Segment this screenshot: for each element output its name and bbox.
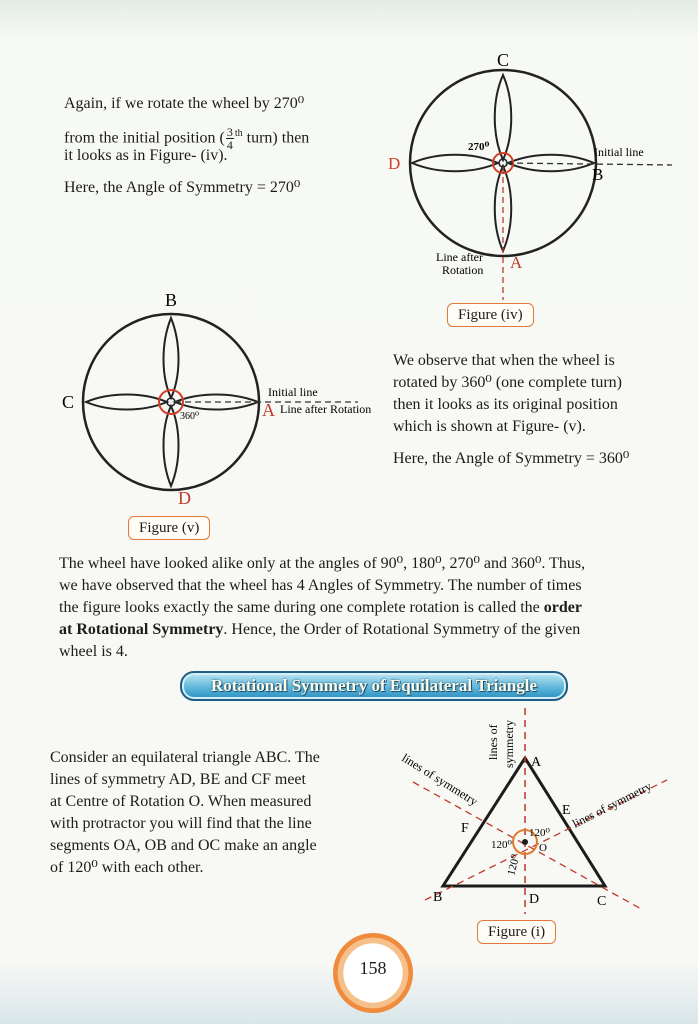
paragraph-line-3 <box>59 597 679 619</box>
top-line-4: Here, the Angle of Symmetry = 270⁰ <box>64 179 301 197</box>
figure-iv-wheel <box>380 50 680 330</box>
order-paragraph <box>59 553 679 663</box>
middle-line-5: Here, the Angle of Symmetry = 360⁰ <box>393 450 630 467</box>
label-d: D <box>178 488 191 508</box>
fraction-denominator: 4 <box>226 138 233 153</box>
wheel-rim <box>83 314 259 490</box>
page-number: 158 <box>359 958 387 978</box>
middle-line-4: which is shown at Figure- (v). <box>393 418 586 435</box>
triangle-line-6: of 120⁰ with each other. <box>50 859 204 876</box>
petal-left <box>412 155 498 172</box>
left-symmetry-label: lines of symmetry <box>399 750 481 809</box>
paragraph-line-3-text: the figure looks exactly the same during one complete rotation is called the <box>59 599 544 616</box>
label-a: A <box>510 253 523 272</box>
order-term: order <box>543 599 582 616</box>
petal-left <box>86 395 167 410</box>
middle-text-block <box>393 350 693 470</box>
right-symmetry-label: lines of symmetry <box>570 778 654 831</box>
center-o <box>522 839 528 845</box>
vertical-symmetry-label-2: symmetry <box>502 720 516 768</box>
angle-label: 270⁰ <box>468 141 490 153</box>
middle-line-3: then it looks as its original position <box>393 396 618 413</box>
triangle-text-block <box>50 747 390 879</box>
initial-line-label: Initial line <box>594 145 644 159</box>
section-title-banner: Rotational Symmetry of Equilateral Triangle <box>180 671 568 701</box>
line-after-label-2: Rotation <box>442 263 484 277</box>
middle-line-1: We observe that when the wheel is <box>393 352 615 369</box>
label-b: B <box>433 890 443 905</box>
label-b: B <box>592 165 604 184</box>
top-line-2-post: turn) then <box>242 129 310 147</box>
paragraph-line-4-text: . Hence, the Order of Rotational Symmetry of the given <box>223 621 581 638</box>
paragraph-line-2: we have observed that the wheel has 4 Angles of Symmetry. The number of times <box>59 577 582 594</box>
label-d: D <box>388 154 401 173</box>
triangle-line-4: with protractor you will find that the line <box>50 815 312 832</box>
middle-line-2: rotated by 360⁰ (one complete turn) <box>393 374 623 391</box>
label-c: C <box>597 894 607 909</box>
label-e: E <box>562 803 571 818</box>
fraction-numerator: 3 <box>226 125 233 140</box>
angle-label: 360⁰ <box>180 411 200 422</box>
figure-i-triangle <box>395 700 695 920</box>
paragraph-line-5: wheel is 4. <box>59 643 128 660</box>
label-c: C <box>497 50 510 70</box>
petal-up <box>164 318 179 398</box>
top-text-block <box>64 93 384 199</box>
angle-label-3: 120⁰ <box>505 853 523 877</box>
angle-label-1: 120⁰ <box>529 827 550 839</box>
triangle-line-3: at Centre of Rotation O. When measured <box>50 793 312 810</box>
fraction-superscript: th <box>234 128 243 139</box>
top-line-2-pre: from the initial position ( <box>64 129 225 147</box>
triangle-line-5: segments OA, OB and OC make an angle <box>50 837 317 854</box>
initial-line-label: Initial line <box>268 385 318 399</box>
label-a: A <box>531 755 542 770</box>
triangle-line-1: Consider an equilateral triangle ABC. The <box>50 749 320 766</box>
line-after-label: Line after Rotation <box>280 402 372 416</box>
petal-up <box>495 75 512 160</box>
label-d: D <box>529 892 540 907</box>
figure-v-caption: Figure (v) <box>128 516 210 540</box>
line-after-label-1: Line after <box>436 250 483 264</box>
figure-i-caption: Figure (i) <box>477 920 556 944</box>
label-f: F <box>461 821 469 836</box>
triangle-line-2: lines of symmetry AD, BE and CF meet <box>50 771 306 788</box>
rotational-symmetry-term: at Rotational Symmetry <box>59 621 224 638</box>
angle-label-2: 120⁰ <box>491 839 512 851</box>
top-line-3: it looks as in Figure- (iv). <box>64 147 228 165</box>
label-c: C <box>62 392 75 412</box>
figure-iv-caption: Figure (iv) <box>447 303 534 327</box>
label-b: B <box>165 290 178 310</box>
paragraph-line-1: The wheel have looked alike only at the angles of 90⁰, 180⁰, 270⁰ and 360⁰. Thus, <box>59 555 586 572</box>
top-line-1: Again, if we rotate the wheel by 270⁰ <box>64 95 305 112</box>
label-a: A <box>262 400 275 420</box>
figure-v-wheel <box>58 288 388 508</box>
vertical-symmetry-label-1: lines of <box>486 724 500 760</box>
paragraph-line-4 <box>59 619 679 641</box>
label-o: O <box>539 842 547 854</box>
petal-down <box>164 406 179 486</box>
